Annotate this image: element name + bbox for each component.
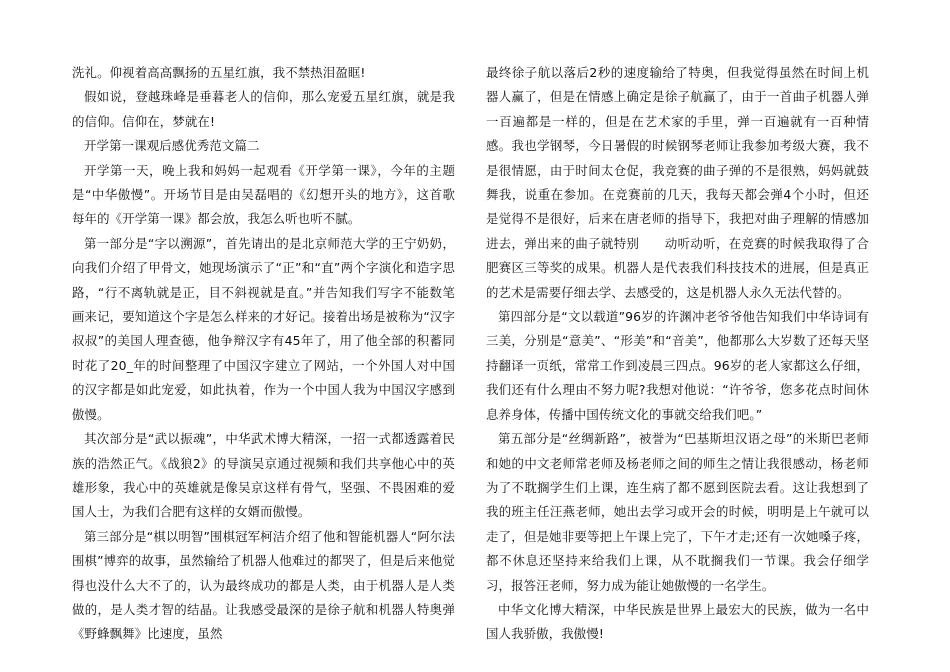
paragraph-part-four: 第四部分是“文以载道”96岁的许渊冲老爷爷他告知我们中华诗词有三美，分别是“意美”、“形美”和“音美”，他都那么大岁数了还每天坚持翻译一页纸，常常工作到凌晨三四点。96岁的老人家都这么仔细，我们还有什么理由不努力呢?我想对他说：“许爷爷，您多花点时间休息养身体，传播中国传统文化的事就交给我们吧。”: [486, 309, 869, 422]
paragraph-continuation: 洗礼。仰视着高高飘扬的五星红旗，我不禁热泪盈眶!: [72, 65, 366, 80]
paragraph-part-two: 其次部分是“武以振魂”，中华武术博大精深，一招一式都透露着民族的浩然正气。《战狼2》的导演吴京通过视频和我们共享他心中的英雄形象，我心中的英雄就是像吴京这样有骨气，坚强、不畏困难的爱国人士，为我们合肥有这样的女婿而傲慢。: [72, 431, 455, 520]
paragraph-belief: 假如说，登越珠峰是垂暮老人的信仰，那么宠爱五星红旗，就是我的信仰。信仰在，梦就在!: [72, 89, 455, 129]
paragraph-part-five: 第五部分是“丝绸新路”，被誉为“巴基斯坦汉语之母”的米斯巴老师和她的中文老师常老师及杨老师之间的师生之情让我很感动，杨老师为了不耽搁学生们上课，连生病了都不愿到医院去看。这让我想到了我的班主任汪燕老师，她出去学习或开会的时候，明明是上午就可以走了，但是她非要等把上午课上完了，下午才走;还有一次她嗓子疼，都不休息还坚持来给我们上课，从不耽搁我们一节课。我会仔细学习，报答汪老师，努力成为能让她傲慢的一名学生。: [486, 431, 869, 593]
left-column: [72, 61, 455, 647]
paragraph-part-three-continued: 最终徐子航以落后2秒的速度输给了特奥，但我觉得虽然在时间上机器人赢了，但是在情感上确定是徐子航赢了，由于一首曲子机器人弹一百遍都是一样的，但是在艺术家的手里，弹一百遍就有一百种情感。我也学钢琴，今日暑假的时候钢琴老师让我参加考级大赛，我不是很情愿，由于时间太仓促，我竞赛的曲子弹的不是很熟，妈妈就鼓舞我，说重在参加。在竞赛前的几天，我每天都会弹4个小时，但还是觉得不是很好，后来在唐老师的指导下，我把对曲子理解的情感加进去，弹出来的曲子就特别 动听动听，在竞赛的时候我取得了合肥赛区三等奖的成果。机器人是代表我们科技技术的进展，但是真正的艺术是需要仔细去学、去感受的，这是机器人永久无法代替的。: [486, 65, 869, 300]
right-column: [486, 61, 869, 647]
paragraph-conclusion: 中华文化博大精深，中华民族是世界上最宏大的民族，做为一名中国人我骄傲，我傲慢!: [486, 601, 869, 642]
paragraph-intro: 开学第一天，晚上我和妈妈一起观看《开学第一课》，今年的主题是“中华傲慢”。开场节目是由吴磊唱的《幻想开头的地方》，这首歌每年的《开学第一课》都会放，我怎么听也听不腻。: [72, 162, 455, 227]
paragraph-part-one: 第一部分是“字以溯源”，首先请出的是北京师范大学的王宁奶奶，向我们介绍了甲骨文，她现场演示了“正”和“直”两个字演化和造字思路，“行不离轨就是正，目不斜视就是直。”并告知我们写字不能数笔画来记，要知道这个字是怎么样来的才好记。接着出场是被称为“汉字叔叔”的美国人理查德，他争辩汉字有45年了，用了他全部的积蓄同时花了20_年的时间整理了中国汉字建立了网站，一个外国人对中国的汉字都是如此宠爱，如此执着，作为一个中国人我为中国汉字感到傲慢。: [72, 235, 455, 422]
section-heading: 开学第一课观后感优秀范文篇二: [84, 138, 260, 154]
paragraph-part-three: 第三部分是“棋以明智”围棋冠军柯洁介绍了他和智能机器人“阿尔法围棋”博弈的故事，虽然输给了机器人他难过的都哭了，但是后来他觉得也没什么大不了的，认为最终成功的都是人类，由于机器人是人类做的，是人类才智的结晶。让我感受最深的是徐子航和机器人特奥弹《野蜂飘舞》比速度，虽然: [72, 528, 455, 642]
